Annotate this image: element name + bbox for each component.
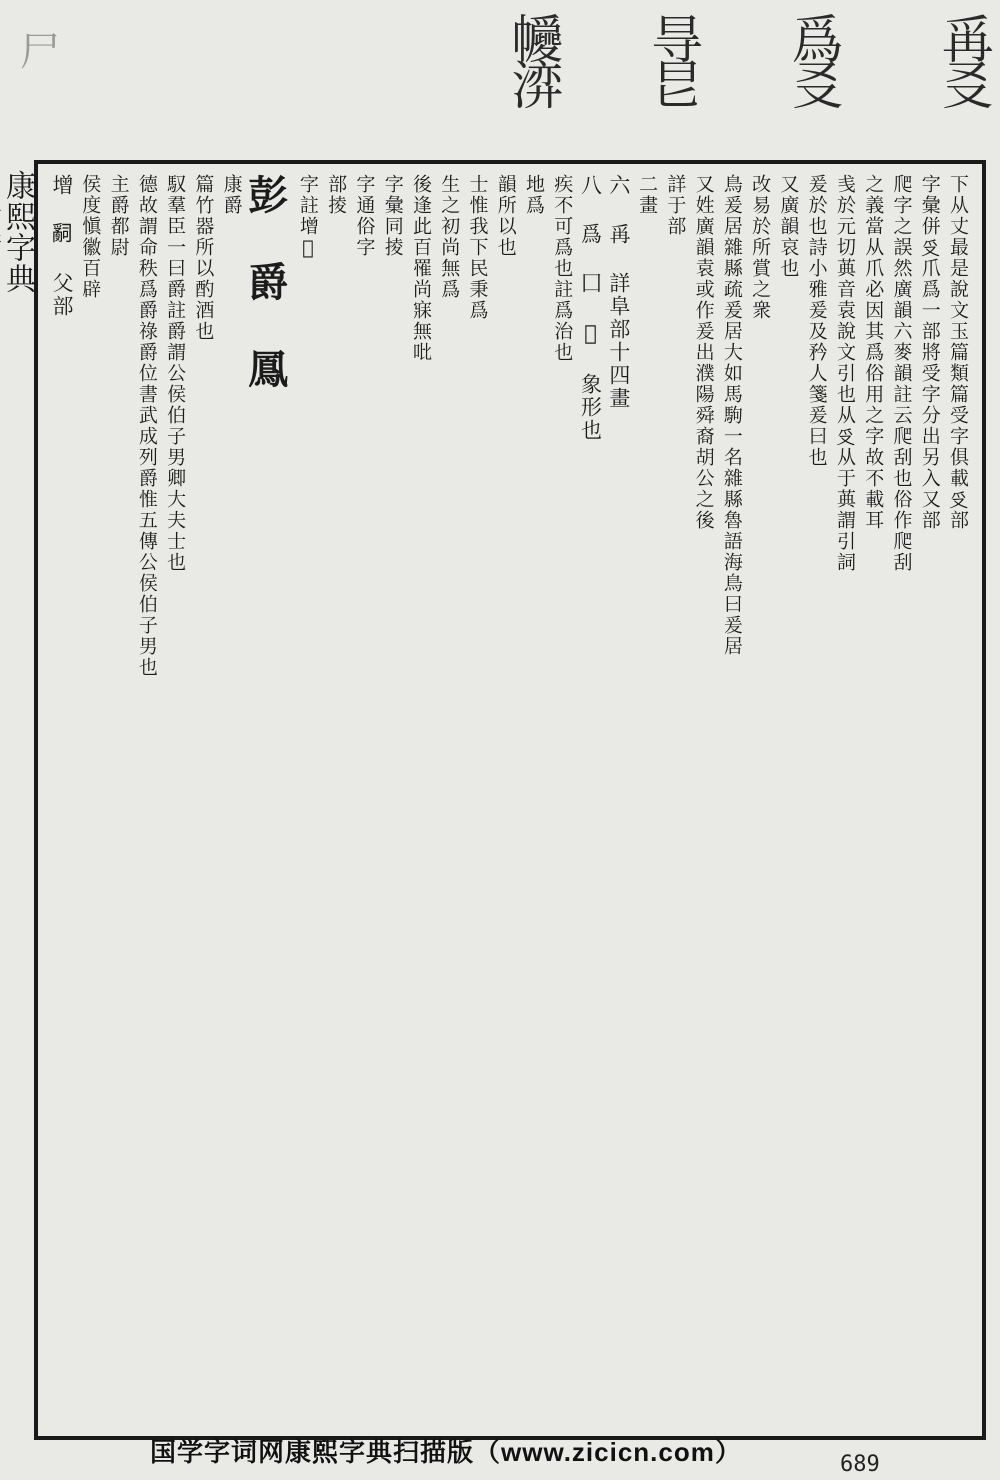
text-column: 馭羣臣一曰爵註爵謂公侯伯子男卿大夫士也 bbox=[164, 174, 187, 573]
text-column: 字註增𤔨 bbox=[296, 174, 319, 261]
seal-glyph: 㝵㫐 bbox=[642, 12, 702, 104]
text-column: 韻所以也 bbox=[494, 174, 517, 258]
text-frame bbox=[34, 160, 986, 1440]
text-column: 又廣韻哀也 bbox=[777, 174, 800, 279]
seal-glyph: 爯㕛 bbox=[932, 12, 992, 104]
column-area bbox=[48, 174, 972, 1426]
text-column: 字通俗字 bbox=[353, 174, 376, 258]
text-column: 又姓廣韻袁或作爰出濮陽舜裔胡公之後 bbox=[692, 174, 715, 531]
source-caption: 国学字词网康熙字典扫描版（www.zicicn.com） bbox=[150, 1437, 742, 1467]
text-column: 爬字之誤然廣韻六麥韻註云爬刮也俗作爬刮 bbox=[890, 174, 913, 573]
text-column: 德故謂命秩爲爵祿爵位書武成列爵惟五傳公侯伯子男也 bbox=[135, 174, 158, 678]
text-column: 六 爯 詳阜部十四畫 bbox=[606, 174, 631, 410]
text-column: 鳥爰居雜縣疏爰居大如馬駒一名雜縣魯語海鳥曰爰居 bbox=[720, 174, 743, 657]
margin-column bbox=[0, 170, 34, 1430]
text-column: 字彙併𠬪爪爲一部將受字分出另入又部 bbox=[918, 174, 941, 531]
page-number: 689 bbox=[840, 1452, 880, 1477]
book-title: 康熙字典 bbox=[0, 170, 35, 294]
seal-glyph: 爲㕛 bbox=[782, 12, 842, 104]
text-column: 㦮於元切䓦音袁說文引也从𠬪从于䓦謂引詞 bbox=[833, 174, 856, 573]
text-column: 康爵 bbox=[220, 174, 243, 216]
faded-mark: 尸 bbox=[20, 29, 60, 75]
text-column: 之義當从爪必因其爲俗用之字故不載耳 bbox=[862, 174, 885, 531]
text-column: 詳于部 bbox=[664, 174, 687, 237]
seal-glyph: 㡪㴒 bbox=[502, 12, 562, 104]
text-column: 疾不可爲也註爲治也 bbox=[551, 174, 574, 363]
text-column: 地爲 bbox=[523, 174, 546, 216]
seal-glyph-row bbox=[330, 12, 990, 162]
text-column: 士惟我下民秉爲 bbox=[466, 174, 489, 321]
entry-headwords: 彭 爵 鳳 bbox=[241, 174, 289, 388]
text-column: 下从丈最是說文玉篇類篇受字俱載𠬪部 bbox=[947, 174, 969, 531]
text-column: 後逢此百罹尚寐無吡 bbox=[409, 174, 432, 363]
text-column: 二畫 bbox=[636, 174, 659, 216]
text-column: 部掕 bbox=[325, 174, 348, 216]
text-column: 字彙同掕 bbox=[381, 174, 404, 258]
text-column: 侯度愼徽百辟 bbox=[79, 174, 102, 300]
text-column: 爰於也詩小雅爰及矜人箋爰曰也 bbox=[805, 174, 828, 468]
text-column: 篇竹器所以酌酒也 bbox=[192, 174, 215, 342]
text-column: 生之初尚無爲 bbox=[438, 174, 461, 300]
text-column: 改易於所賞之衆 bbox=[749, 174, 772, 321]
text-column: 八 爲 囗 𤓰 象形也 bbox=[578, 174, 603, 442]
text-column: 增 𤔲 父部 bbox=[50, 174, 75, 318]
text-column: 主爵都尉 bbox=[107, 174, 130, 258]
